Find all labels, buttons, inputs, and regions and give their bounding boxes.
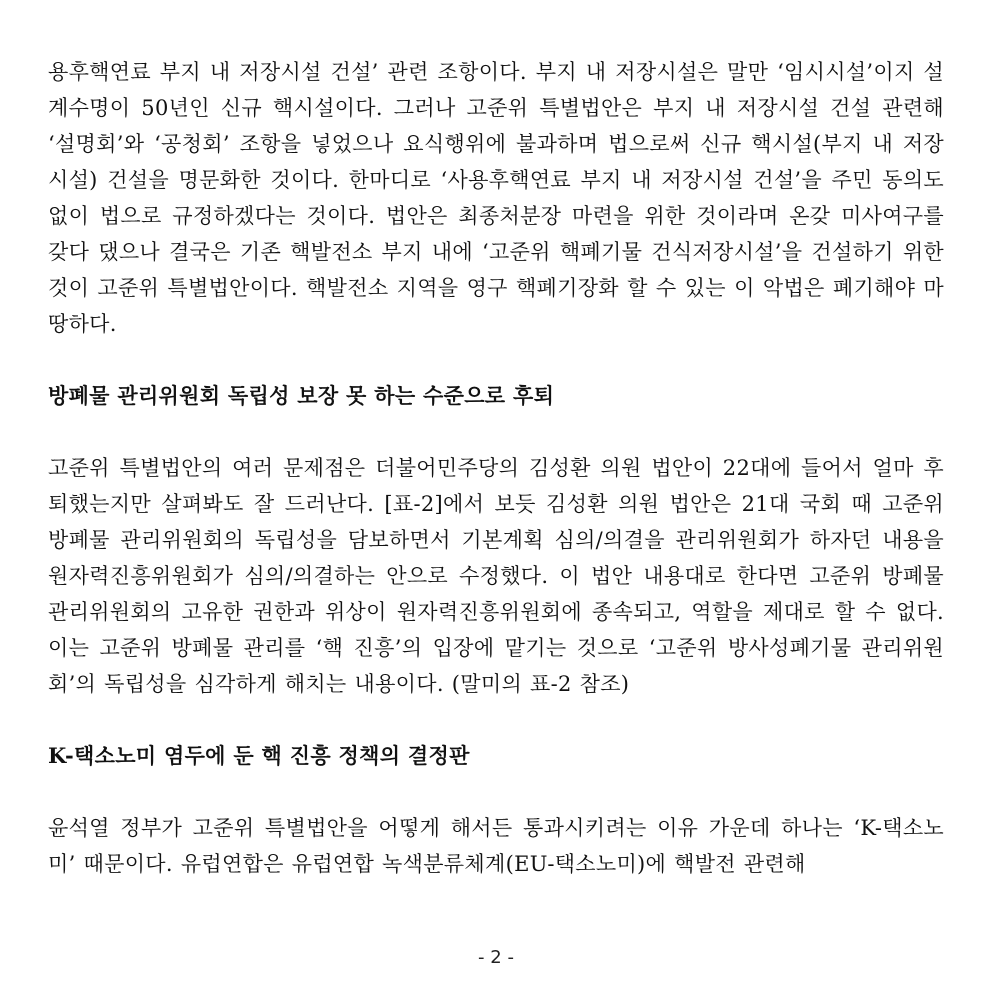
paragraph-storage-facility: 용후핵연료 부지 내 저장시설 건설’ 관련 조항이다. 부지 내 저장시설은 말만 ‘임시시설’이지 설계수명이 50년인 신규 핵시설이다. 그러나 고준위 특별법안은 부지 내 저장시설 건설 관련해 ‘설명회’와 ‘공청회’ 조항을 넣었으나 요식행위에 불과하며 법으로써 신규 핵시설(부지 내 저장시설) 건설을 명문화한 것이다. 한마디로 ‘사용후핵연료 부지 내 저장시설 건설’을 주민 동의도 없이 법으로 규정하겠다는 것이다. 법안은 최종처분장 마련을 위한 것이라며 온갖 미사여구를 갖다 댔으나 결국은 기존 핵발전소 부지 내에 ‘고준위 핵폐기물 건식저장시설’을 건설하기 위한 것이 고준위 특별법안이다. 핵발전소 지역을 영구 핵폐기장화 할 수 있는 이 악법은 폐기해야 마땅하다.	[48, 60, 944, 336]
paragraph-k-taxonomy: 윤석열 정부가 고준위 특별법안을 어떻게 해서든 통과시키려는 이유 가운데 하나는 ‘K-택소노미’ 때문이다. 유럽연합은 유럽연합 녹색분류체계(EU-택소노미)에 핵발전 관련해	[48, 816, 944, 876]
section-heading-k-taxonomy: K-택소노미 염두에 둔 핵 진흥 정책의 결정판	[48, 743, 470, 768]
page-number: - 2 -	[478, 947, 514, 968]
section-heading-committee-independence: 방폐물 관리위원회 독립성 보장 못 하는 수준으로 후퇴	[48, 383, 555, 408]
document-body	[48, 54, 944, 882]
paragraph-committee-independence: 고준위 특별법안의 여러 문제점은 더불어민주당의 김성환 의원 법안이 22대에 들어서 얼마 후퇴했는지만 살펴봐도 잘 드러난다. [표-2]에서 보듯 김성환 의원 법안은 21대 국회 때 고준위 방폐물 관리위원회의 독립성을 담보하면서 기본계획 심의/의결을 관리위원회가 하자던 내용을 원자력진흥위원회가 심의/의결하는 안으로 수정했다. 이 법안 내용대로 한다면 고준위 방폐물 관리위원회의 고유한 권한과 위상이 원자력진흥위원회에 종속되고, 역할을 제대로 할 수 없다. 이는 고준위 방폐물 관리를 ‘핵 진흥’의 입장에 맡기는 것으로 ‘고준위 방사성폐기물 관리위원회’의 독립성을 심각하게 해치는 내용이다. (말미의 표-2 참조)	[48, 456, 944, 696]
